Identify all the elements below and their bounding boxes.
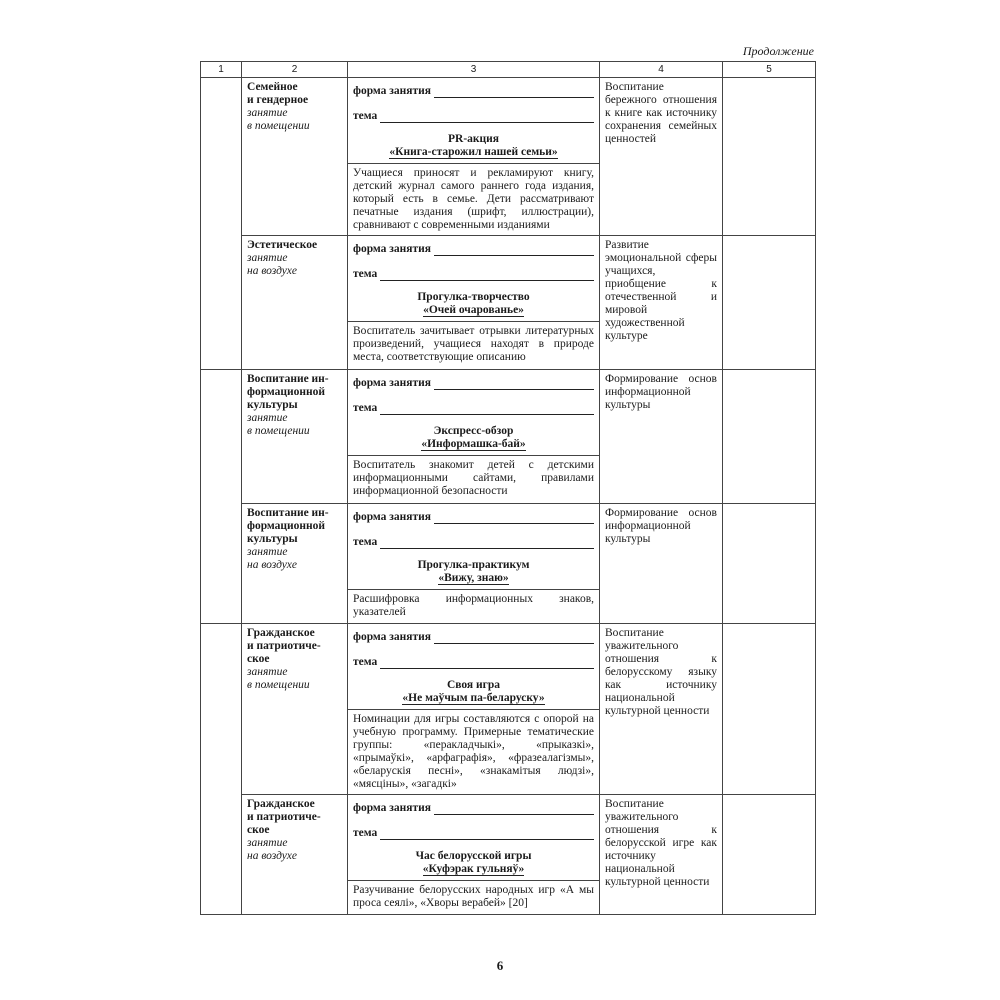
topic-field bbox=[353, 826, 594, 840]
direction-title: Эстетическое bbox=[247, 239, 318, 251]
cell-content bbox=[348, 624, 600, 795]
direction-format: занятие bbox=[247, 252, 288, 264]
topic-field bbox=[353, 267, 594, 281]
column-number-row bbox=[201, 62, 816, 78]
direction-format: в помещении bbox=[247, 120, 310, 132]
event-type: Прогулка-практикум bbox=[417, 559, 530, 571]
cell-direction bbox=[242, 370, 348, 504]
direction-title: ское bbox=[247, 824, 270, 836]
activity-plan-table bbox=[200, 61, 816, 915]
event-name: «Информашка-бай» bbox=[421, 438, 526, 450]
cell-goal: Формирование основ информационной культуры bbox=[600, 370, 723, 504]
form-fill-line[interactable] bbox=[434, 378, 594, 390]
topic-fill-line[interactable] bbox=[380, 111, 594, 123]
topic-fill-line[interactable] bbox=[380, 537, 594, 549]
cell-goal: Развитие эмоциональной сферы учащихся, приобщение к отечественной и мировой художественной культуре bbox=[600, 236, 723, 370]
form-field-label: форма занятия bbox=[353, 377, 432, 389]
form-field-label: форма занятия bbox=[353, 85, 432, 97]
topic-fill-line[interactable] bbox=[380, 828, 594, 840]
direction-title: формационной bbox=[247, 386, 326, 398]
cell-goal: Воспитание бережного отношения к книге как источнику сохранения семейных ценностей bbox=[600, 78, 723, 236]
cell-notes bbox=[723, 78, 816, 236]
event-description: Учащиеся приносят и рекламируют книгу, детский журнал самого раннего года издания, который есть в семье. Дети рассматривают печатные издания (шрифт, иллюстрации), сравнивают с современными изданиями bbox=[348, 163, 599, 232]
form-fill-line[interactable] bbox=[434, 86, 594, 98]
cell-direction bbox=[242, 78, 348, 236]
direction-title: культуры bbox=[247, 533, 298, 545]
table-row bbox=[201, 624, 816, 795]
event-description: Воспитатель знакомит детей с детскими информационными сайтами, правилами информационной безопасности bbox=[348, 455, 599, 498]
cell-number bbox=[201, 370, 242, 624]
topic-field bbox=[353, 109, 594, 123]
direction-title: Гражданское bbox=[247, 798, 315, 810]
direction-format: на воздухе bbox=[247, 265, 297, 277]
form-fill-line[interactable] bbox=[434, 803, 594, 815]
cell-content bbox=[348, 504, 600, 624]
cell-goal: Воспитание уважительного отношения к белорусской игре как источнику национальной культурной ценности bbox=[600, 795, 723, 915]
direction-title: культуры bbox=[247, 399, 298, 411]
event-description: Номинации для игры составляются с опорой на учебную программу. Примерные тематические группы: «перакладчыкі», «прыказкі», «прымаўкі», «арфаграфія», «фразеалагізмы», «беларускія песні», «знакамітыя людзі», «мясціны», «загадкі» bbox=[348, 709, 599, 791]
event-name: «Книга-старожил нашей семьи» bbox=[389, 146, 558, 158]
column-header: 3 bbox=[348, 62, 600, 78]
direction-title: Воспитание ин- bbox=[247, 507, 329, 519]
direction-title: Гражданское bbox=[247, 627, 315, 639]
column-header: 5 bbox=[723, 62, 816, 78]
form-fill-line[interactable] bbox=[434, 512, 594, 524]
cell-direction bbox=[242, 236, 348, 370]
topic-field bbox=[353, 535, 594, 549]
cell-number bbox=[201, 78, 242, 370]
event-name-wrapper bbox=[353, 438, 594, 451]
event-name-wrapper bbox=[353, 572, 594, 585]
column-header: 2 bbox=[242, 62, 348, 78]
cell-direction bbox=[242, 504, 348, 624]
topic-field-label: тема bbox=[353, 268, 378, 280]
event-name-wrapper bbox=[353, 304, 594, 317]
table-body bbox=[201, 78, 816, 915]
direction-title: и патриотиче- bbox=[247, 640, 321, 652]
cell-goal: Формирование основ информационной культуры bbox=[600, 504, 723, 624]
topic-fill-line[interactable] bbox=[380, 403, 594, 415]
topic-field bbox=[353, 655, 594, 669]
cell-notes bbox=[723, 624, 816, 795]
cell-notes bbox=[723, 795, 816, 915]
table-row bbox=[201, 236, 816, 370]
event-type: Экспресс-обзор bbox=[433, 425, 514, 437]
form-fill-line[interactable] bbox=[434, 632, 594, 644]
form-field bbox=[353, 84, 594, 98]
continuation-label: Продолжение bbox=[742, 44, 814, 58]
topic-field-label: тема bbox=[353, 656, 378, 668]
event-name: «Не маўчым па-беларуску» bbox=[402, 692, 545, 704]
event-description: Воспитатель зачитывает отрывки литературных произведений, учащиеся находят в природе места, соответствующие описанию bbox=[348, 321, 599, 364]
topic-field-label: тема bbox=[353, 827, 378, 839]
event-name: «Вижу, знаю» bbox=[438, 572, 509, 584]
direction-title: ское bbox=[247, 653, 270, 665]
event-description: Расшифровка информационных знаков, указателей bbox=[348, 589, 599, 619]
event-type: Час белорусской игры bbox=[415, 850, 532, 862]
cell-notes bbox=[723, 504, 816, 624]
form-field bbox=[353, 630, 594, 644]
page-number: 6 bbox=[496, 958, 504, 973]
direction-title: и патриотиче- bbox=[247, 811, 321, 823]
event-description: Разучивание белорусских народных игр «А мы проса сеялі», «Хворы верабей» [20] bbox=[348, 880, 599, 910]
direction-format: на воздухе bbox=[247, 850, 297, 862]
direction-format: занятие bbox=[247, 666, 288, 678]
direction-title: Семейное bbox=[247, 81, 298, 93]
form-fill-line[interactable] bbox=[434, 244, 594, 256]
event-name: «Очей очарованье» bbox=[423, 304, 524, 316]
event-type: PR-акция bbox=[447, 133, 499, 145]
direction-format: занятие bbox=[247, 837, 288, 849]
table-row bbox=[201, 795, 816, 915]
direction-title: и гендерное bbox=[247, 94, 309, 106]
direction-format: на воздухе bbox=[247, 559, 297, 571]
form-field bbox=[353, 242, 594, 256]
form-field bbox=[353, 376, 594, 390]
direction-title: формационной bbox=[247, 520, 326, 532]
form-field bbox=[353, 801, 594, 815]
cell-direction bbox=[242, 624, 348, 795]
direction-format: занятие bbox=[247, 546, 288, 558]
form-field-label: форма занятия bbox=[353, 631, 432, 643]
topic-field-label: тема bbox=[353, 402, 378, 414]
form-field-label: форма занятия bbox=[353, 243, 432, 255]
direction-format: занятие bbox=[247, 107, 288, 119]
table-row bbox=[201, 78, 816, 236]
table-row bbox=[201, 370, 816, 504]
cell-content bbox=[348, 370, 600, 504]
topic-fill-line[interactable] bbox=[380, 269, 594, 281]
topic-field-label: тема bbox=[353, 536, 378, 548]
direction-title: Воспитание ин- bbox=[247, 373, 329, 385]
direction-format: занятие bbox=[247, 412, 288, 424]
event-name: «Куфэрак гульняў» bbox=[422, 863, 525, 875]
topic-fill-line[interactable] bbox=[380, 657, 594, 669]
cell-number bbox=[201, 624, 242, 915]
event-type: Прогулка-творчество bbox=[417, 291, 530, 303]
cell-notes bbox=[723, 236, 816, 370]
cell-direction bbox=[242, 795, 348, 915]
cell-content bbox=[348, 236, 600, 370]
column-header: 1 bbox=[201, 62, 242, 78]
table-row bbox=[201, 504, 816, 624]
form-field-label: форма занятия bbox=[353, 802, 432, 814]
event-name-wrapper bbox=[353, 146, 594, 159]
cell-content bbox=[348, 795, 600, 915]
event-type: Своя игра bbox=[446, 679, 501, 691]
event-name-wrapper bbox=[353, 863, 594, 876]
direction-format: в помещении bbox=[247, 679, 310, 691]
cell-notes bbox=[723, 370, 816, 504]
form-field bbox=[353, 510, 594, 524]
cell-content bbox=[348, 78, 600, 236]
form-field-label: форма занятия bbox=[353, 511, 432, 523]
direction-format: в помещении bbox=[247, 425, 310, 437]
cell-goal: Воспитание уважительного отношения к белорусскому языку как источнику национальной культурной ценности bbox=[600, 624, 723, 795]
column-header: 4 bbox=[600, 62, 723, 78]
topic-field bbox=[353, 401, 594, 415]
event-name-wrapper bbox=[353, 692, 594, 705]
topic-field-label: тема bbox=[353, 110, 378, 122]
